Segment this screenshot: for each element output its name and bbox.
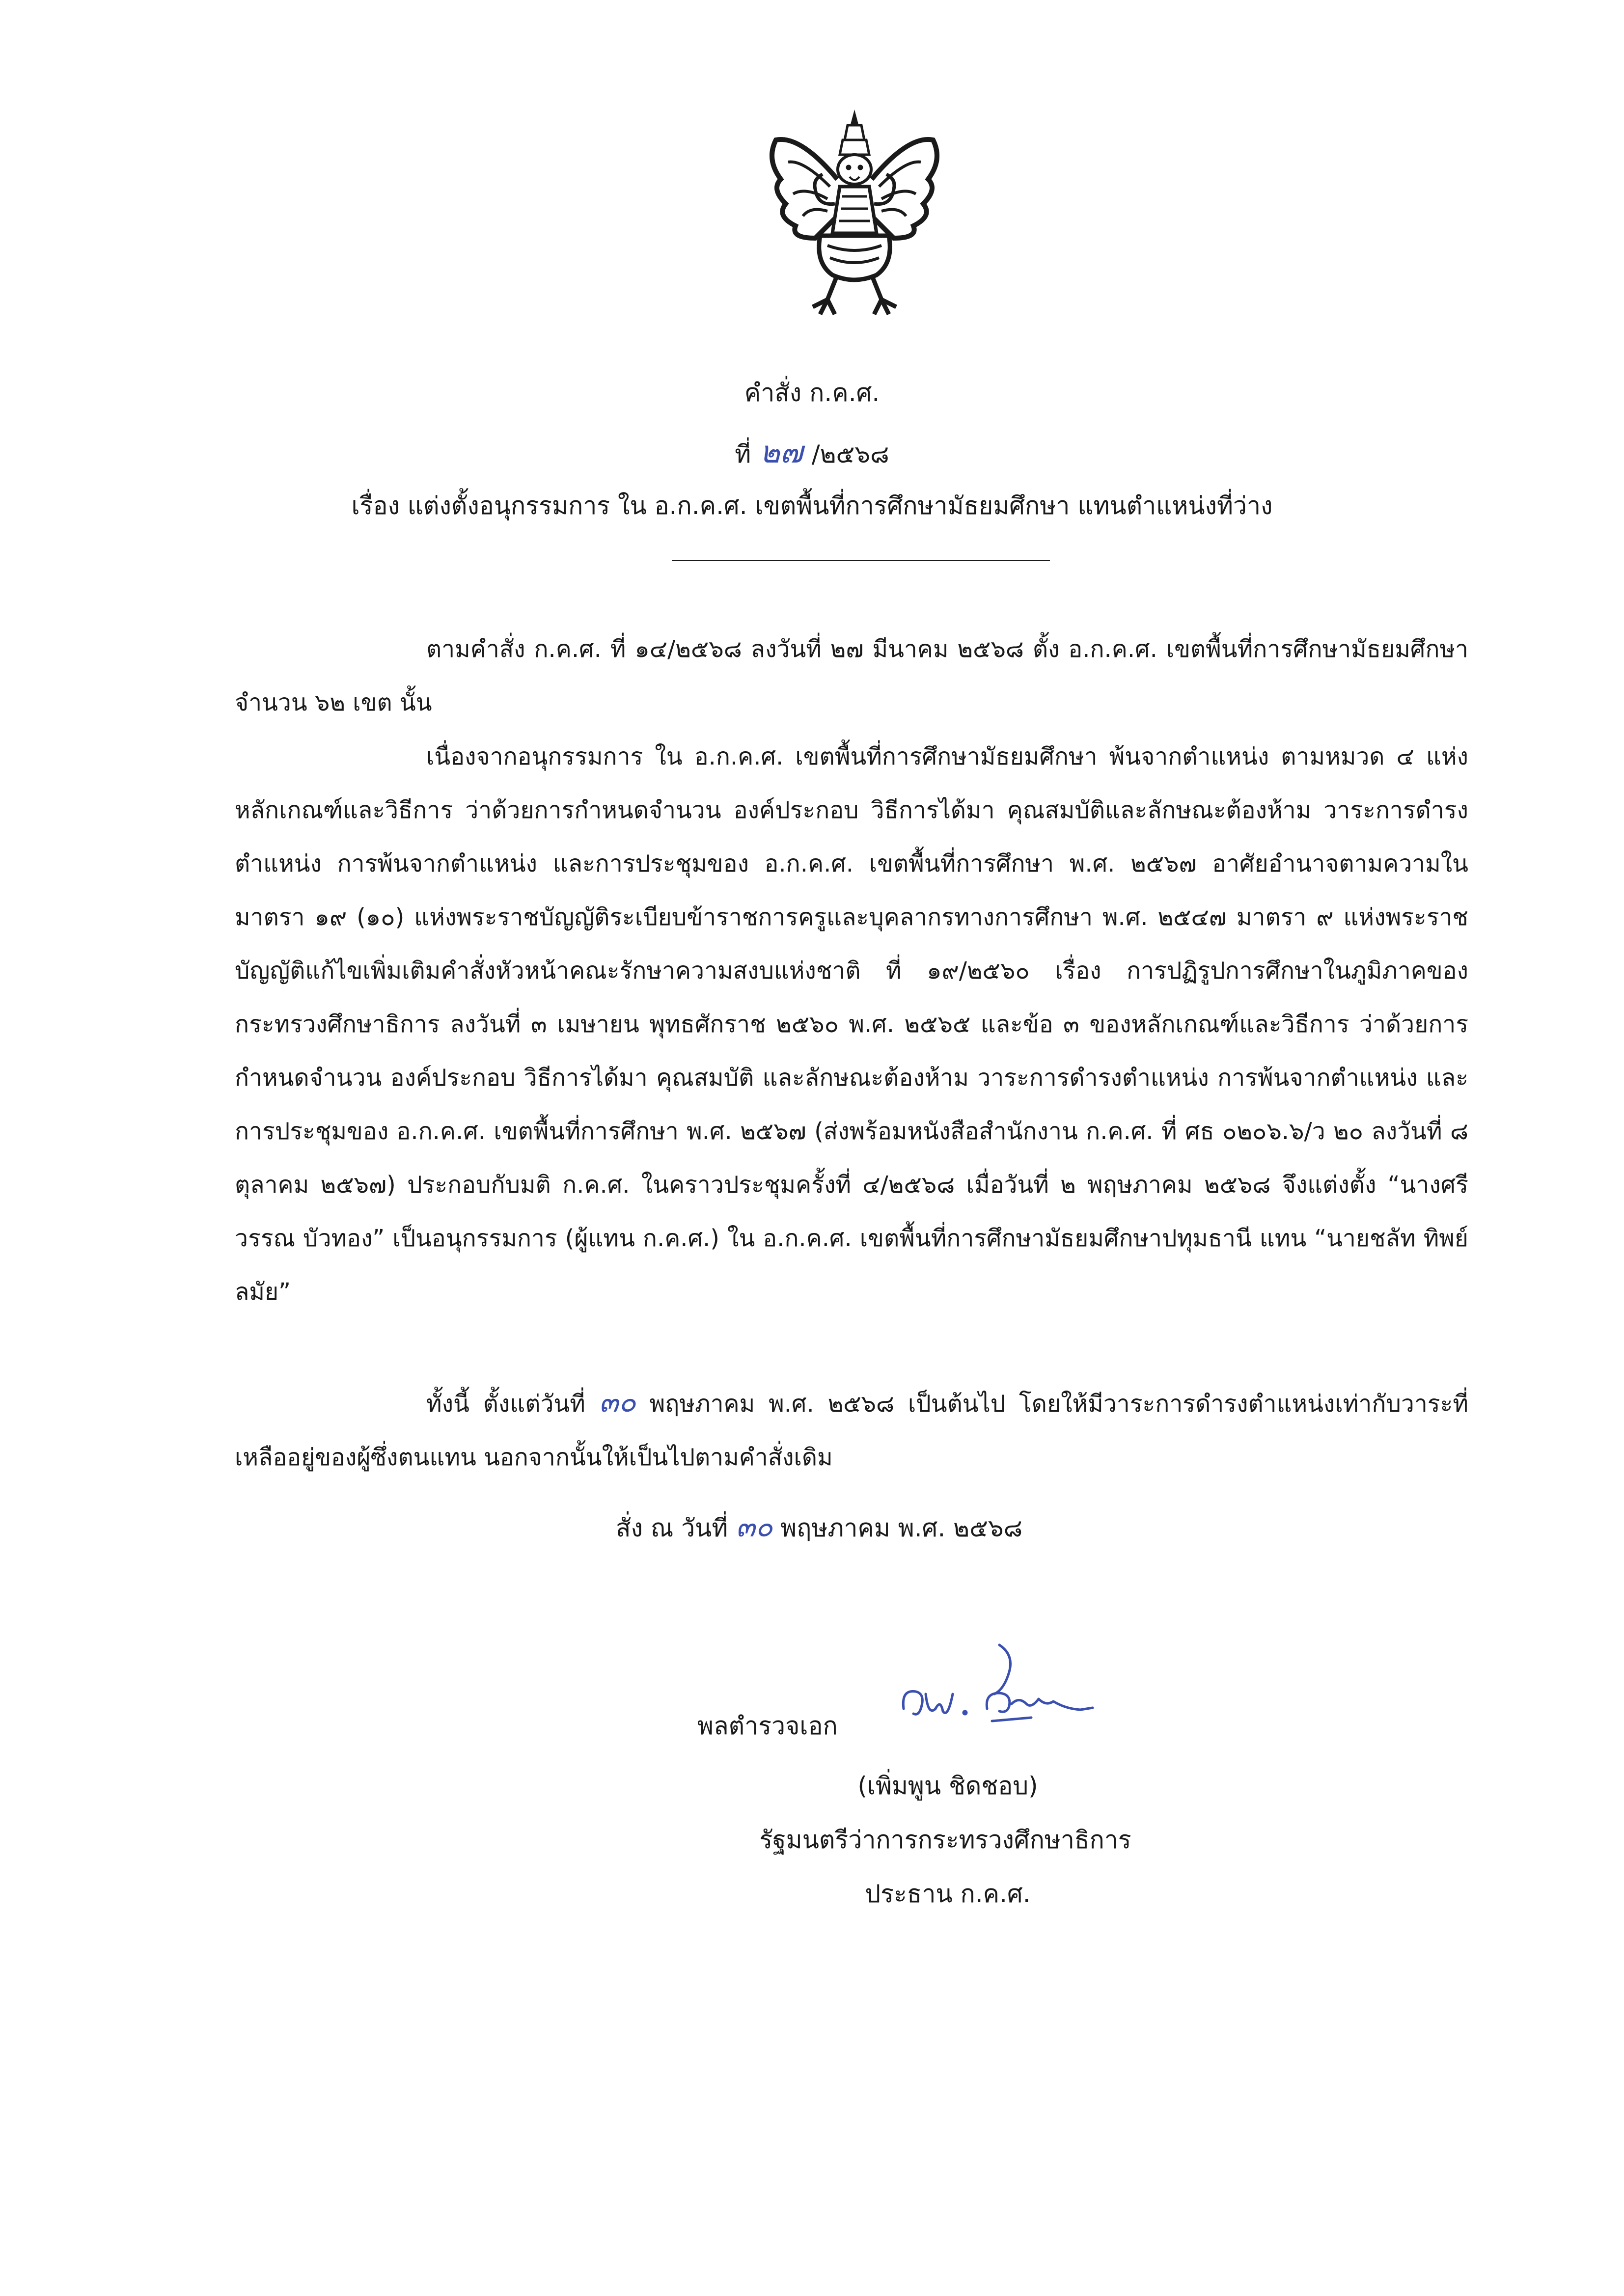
heading-divider bbox=[672, 560, 1050, 561]
given-date-handwritten: ๓๐ bbox=[736, 1510, 773, 1543]
paragraph-3 bbox=[235, 1375, 1468, 1484]
garuda-emblem bbox=[756, 106, 953, 327]
signatory-rank: พลตำรวจเอก bbox=[697, 1712, 838, 1740]
order-title: คำสั่ง ก.ค.ศ. bbox=[744, 379, 880, 407]
order-number-prefix: ที่ bbox=[735, 440, 751, 468]
signatory-role: ประธาน ก.ค.ศ. bbox=[865, 1880, 1031, 1908]
paragraph-2: เนื่องจากอนุกรรมการ ใน อ.ก.ค.ศ. เขตพื้นที่การศึกษามัธยมศึกษา พ้นจากตำแหน่ง ตามหมวด ๔ แห่งหลักเกณฑ์และวิธีการ ว่าด้วยการกำหนดจำนวน องค์ประกอบ วิธีการได้มา คุณสมบัติและลักษณะต้องห้าม วาระการดำรงตำแหน่ง การพ้นจากตำแหน่ง และการประชุมของ อ.ก.ค.ศ. เขตพื้นที่การศึกษา พ.ศ. ๒๕๖๗ อาศัยอำนาจตามความในมาตรา ๑๙ (๑๐) แห่งพระราชบัญญัติระเบียบข้าราชการครูและบุคลากรทางการศึกษา พ.ศ. ๒๕๔๗ มาตรา ๙ แห่งพระราชบัญญัติแก้ไขเพิ่มเติมคำสั่งหัวหน้าคณะรักษาความสงบแห่งชาติ ที่ ๑๙/๒๕๖๐ เรื่อง การปฏิรูปการศึกษาในภูมิภาคของกระทรวงศึกษาธิการ ลงวันที่ ๓ เมษายน พุทธศักราช ๒๕๖๐ พ.ศ. ๒๕๖๕ และข้อ ๓ ของหลักเกณฑ์และวิธีการ ว่าด้วยการกำหนดจำนวน องค์ประกอบ วิธีการได้มา คุณสมบัติ และลักษณะต้องห้าม วาระการดำรงตำแหน่ง การพ้นจากตำแหน่ง และการประชุมของ อ.ก.ค.ศ. เขตพื้นที่การศึกษา พ.ศ. ๒๕๖๗ (ส่งพร้อมหนังสือสำนักงาน ก.ค.ศ. ที่ ศธ ๐๒๐๖.๖/ว ๒๐ ลงวันที่ ๘ ตุลาคม ๒๕๖๗) ประกอบกับมติ ก.ค.ศ. ในคราวประชุมครั้งที่ ๔/๒๕๖๘ เมื่อวันที่ ๒ พฤษภาคม ๒๕๖๘ จึงแต่งตั้ง “นางศรีวรรณ บัวทอง” เป็นอนุกรรมการ (ผู้แทน ก.ค.ศ.) ใน อ.ก.ค.ศ. เขตพื้นที่การศึกษามัธยมศึกษาปทุมธานี แทน “นายชลัท ทิพย์ลมัย” bbox=[235, 743, 1468, 1306]
given-prefix: สั่ง ณ วันที่ bbox=[616, 1514, 728, 1542]
order-number bbox=[0, 434, 1624, 470]
order-subject: เรื่อง แต่งตั้งอนุกรรมการ ใน อ.ก.ค.ศ. เขตพื้นที่การศึกษามัธยมศึกษา แทนตำแหน่งที่ว่าง bbox=[351, 492, 1273, 520]
paragraph-3-end: พฤษภาคม พ.ศ. ๒๕๖๘ เป็นต้นไป โดยให้มีวาระการดำรงตำแหน่งเท่ากับวาระที่เหลืออยู่ของผู้ซึ่งตนแทน นอกจากนั้นให้เป็นไปตามคำสั่งเดิม bbox=[235, 1390, 1469, 1471]
effective-date-handwritten: ๓๐ bbox=[599, 1385, 636, 1419]
handwritten-signature bbox=[899, 1635, 1095, 1743]
signatory-name: (เพิ่มพูน ชิดชอบ) bbox=[857, 1772, 1038, 1800]
given-date-line bbox=[616, 1512, 1022, 1541]
paragraph-3-start: ทั้งนี้ ตั้งแต่วันที่ bbox=[426, 1390, 585, 1418]
given-suffix: พฤษภาคม พ.ศ. ๒๕๖๘ bbox=[780, 1514, 1023, 1542]
order-number-handwritten: ๒๗ bbox=[760, 434, 803, 470]
order-number-suffix: /๒๕๖๘ bbox=[811, 440, 889, 468]
signatory-title: รัฐมนตรีว่าการกระทรวงศึกษาธิการ bbox=[759, 1826, 1131, 1854]
paragraph-1: ตามคำสั่ง ก.ค.ศ. ที่ ๑๔/๒๕๖๘ ลงวันที่ ๒๗ มีนาคม ๒๕๖๘ ตั้ง อ.ก.ค.ศ. เขตพื้นที่การศึกษามัธยมศึกษา จำนวน ๖๒ เขต นั้น bbox=[235, 635, 1468, 716]
